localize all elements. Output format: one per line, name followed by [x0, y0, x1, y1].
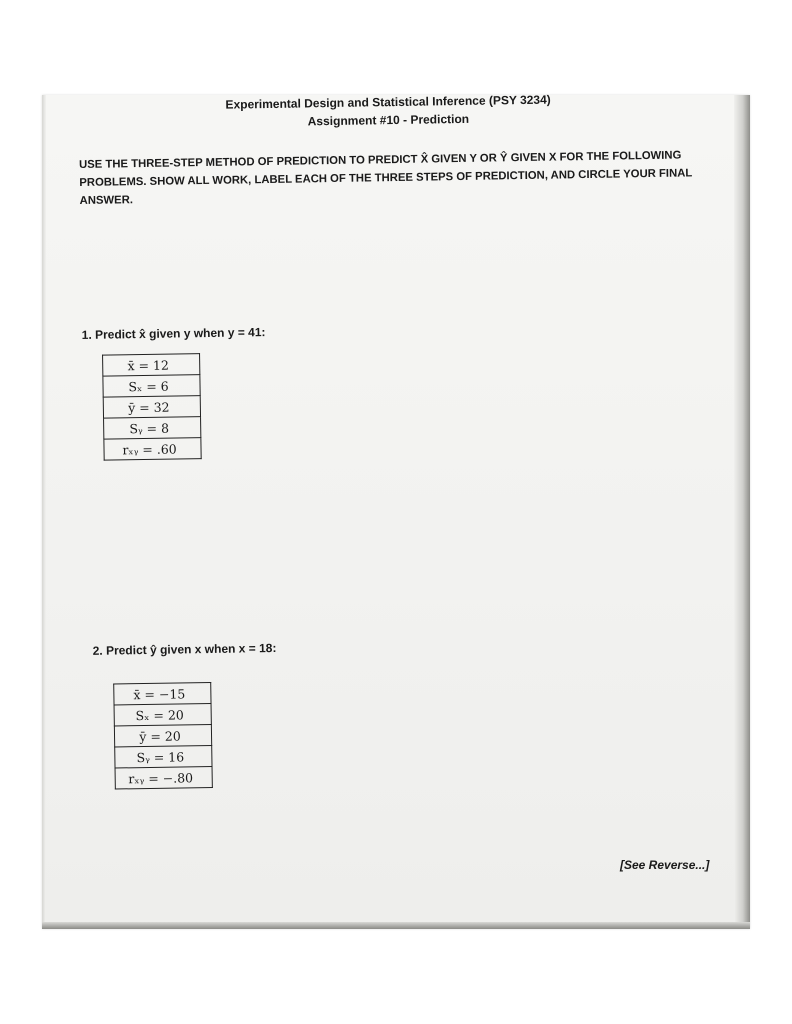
stat-x-mean: x̄ = −15: [114, 682, 211, 705]
assignment-content: [78, 88, 700, 786]
table-row: [114, 682, 211, 705]
stat-sx: Sₓ = 6: [103, 375, 200, 398]
question-2-prompt: 2. Predict ŷ given x when x = 18:: [92, 640, 277, 658]
course-title: Experimental Design and Statistical Inference (PSY 3234): [225, 92, 551, 112]
stat-sy: Sᵧ = 8: [104, 417, 201, 440]
table-row: [115, 766, 212, 789]
instructions-text: USE THE THREE-STEP METHOD OF PREDICTION TO PREDICT X̂ GIVEN Y OR Ŷ GIVEN X FOR THE FOLLOWING PROBLEMS. SHOW ALL WORK, LABEL EACH OF THE THREE STEPS OF PREDICTION, AND CIRCLE YOUR FINAL ANSWER.: [78, 149, 693, 207]
stat-sy: Sᵧ = 16: [115, 745, 212, 768]
paper-sheet: [42, 95, 750, 929]
table-row: [103, 354, 200, 377]
stat-sx: Sₓ = 20: [114, 703, 211, 726]
paper-left-edge: [42, 95, 46, 929]
see-reverse-note: [See Reverse...]: [620, 858, 710, 872]
table-row: [103, 396, 200, 419]
table-row: [114, 703, 211, 726]
question-1-prompt: 1. Predict x̂ given y when y = 41:: [81, 325, 266, 342]
assignment-title: Assignment #10 - Prediction: [307, 111, 470, 129]
table-row: [104, 438, 201, 461]
table-row: [103, 375, 200, 398]
stat-rxy: rₓᵧ = −.80: [115, 766, 212, 789]
table-row: [104, 417, 201, 440]
paper-right-edge-shadow: [734, 95, 750, 929]
question-1-stats-table: [102, 353, 202, 461]
question-2-stats-table: [113, 682, 213, 790]
paper-bottom-edge-shadow: [42, 922, 750, 929]
stat-x-mean: x̄ = 12: [103, 354, 200, 377]
table-row: [114, 724, 211, 747]
stat-y-mean: ȳ = 20: [114, 724, 211, 747]
table-row: [115, 745, 212, 768]
stat-rxy: rₓᵧ = .60: [104, 438, 201, 461]
stat-y-mean: ȳ = 32: [103, 396, 200, 419]
